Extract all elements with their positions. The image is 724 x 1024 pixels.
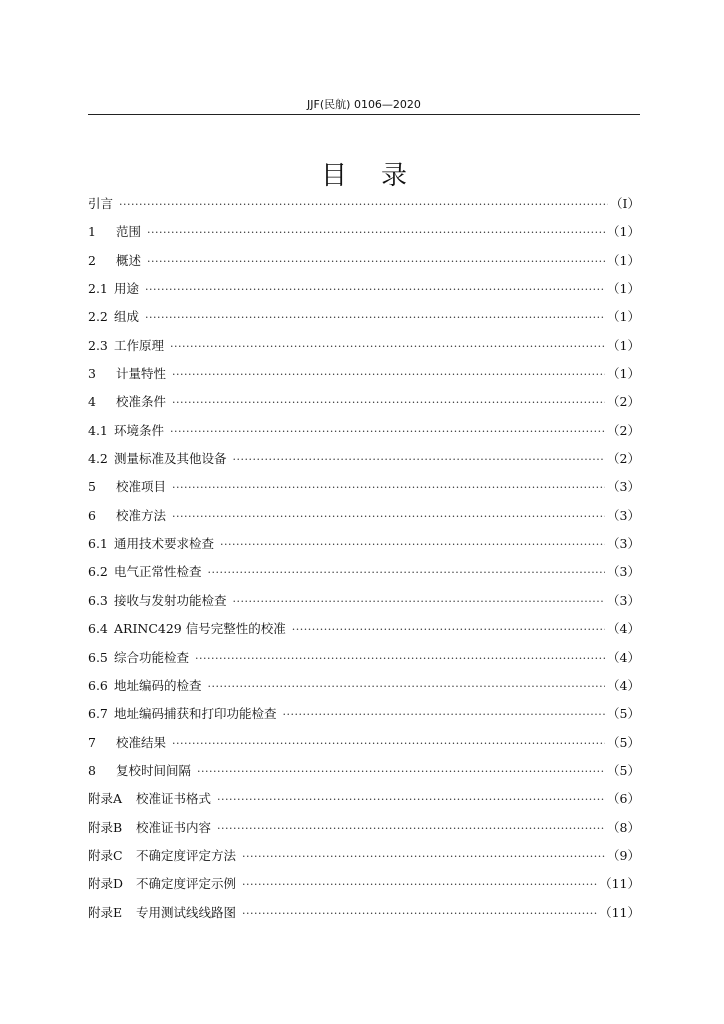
dot-leader xyxy=(217,793,605,806)
toc-entry[interactable] xyxy=(88,562,640,590)
dot-leader xyxy=(145,311,605,324)
toc-entry-number: 1 xyxy=(88,224,96,240)
toc-entry[interactable] xyxy=(88,619,640,647)
toc-entry-label: 测量标准及其他设备 xyxy=(114,451,227,467)
dot-leader xyxy=(197,765,605,778)
toc-entry-page: （5） xyxy=(607,706,640,722)
toc-entry-number: 2.2 xyxy=(88,309,108,325)
toc-entry-label: 复校时间间隔 xyxy=(116,762,192,778)
dot-leader xyxy=(170,425,605,438)
toc-entry-label: ARINC429 信号完整性的校准 xyxy=(114,621,286,637)
toc-entry-page: （1） xyxy=(607,224,640,240)
toc-entry-number: 附录A xyxy=(88,791,123,807)
dot-leader xyxy=(145,283,605,296)
toc-entry-label: 专用测试线线路图 xyxy=(136,904,237,920)
toc-entry-label: 工作原理 xyxy=(114,337,165,353)
toc-entry-page: （3） xyxy=(607,536,640,552)
dot-leader xyxy=(172,396,605,409)
toc-entry[interactable] xyxy=(88,846,640,874)
toc-entry-page: （2） xyxy=(607,422,640,438)
toc-entry-page: （6） xyxy=(607,791,640,807)
dot-leader xyxy=(220,538,605,551)
toc-entry[interactable] xyxy=(88,733,640,761)
toc-entry-page: （2） xyxy=(607,394,640,410)
dot-leader xyxy=(233,453,606,466)
toc-entry-label: 用途 xyxy=(114,281,140,297)
toc-entry-page: （11） xyxy=(599,904,640,920)
dot-leader xyxy=(242,907,597,920)
toc-entry-number: 2 xyxy=(88,252,96,268)
toc-entry[interactable] xyxy=(88,761,640,789)
toc-entry[interactable] xyxy=(88,506,640,534)
toc-entry-label: 不确定度评定示例 xyxy=(136,876,237,892)
toc-entry-page: （Ⅰ） xyxy=(610,196,640,211)
dot-leader xyxy=(233,595,606,608)
toc-entry-label: 通用技术要求检查 xyxy=(114,536,215,552)
dot-leader xyxy=(292,623,605,636)
toc-entry-label: 不确定度评定方法 xyxy=(136,847,237,863)
page-header: JJF(民航) 0106—2020 xyxy=(307,98,421,111)
toc-entry-page: （5） xyxy=(607,762,640,778)
toc-entry[interactable] xyxy=(88,392,640,420)
dot-leader xyxy=(242,850,605,863)
toc-entry-label: 校准方法 xyxy=(116,507,167,523)
dot-leader xyxy=(208,680,606,693)
toc-entry[interactable] xyxy=(88,364,640,392)
toc-entry-number: 6.2 xyxy=(88,564,108,580)
toc-entry-page: （1） xyxy=(607,281,640,297)
toc-entry[interactable] xyxy=(88,222,640,250)
toc-entry[interactable] xyxy=(88,648,640,676)
toc-entry-label: 校准证书内容 xyxy=(136,819,212,835)
toc-entry-page: （5） xyxy=(607,734,640,750)
toc-entry-number: 6.7 xyxy=(88,706,108,722)
toc-entry-page: （3） xyxy=(607,479,640,495)
toc-entry-number: 附录C xyxy=(88,847,123,863)
toc-entry-label: 校准条件 xyxy=(116,394,167,410)
dot-leader xyxy=(172,737,605,750)
toc-entry[interactable] xyxy=(88,279,640,307)
toc-entry-number: 2.3 xyxy=(88,337,108,353)
toc-entry-label: 校准证书格式 xyxy=(136,791,212,807)
toc-entry[interactable] xyxy=(88,534,640,562)
dot-leader xyxy=(147,226,605,239)
toc-entry-label: 计量特性 xyxy=(116,366,167,382)
toc-entry[interactable] xyxy=(88,903,640,931)
dot-leader xyxy=(172,481,605,494)
toc-entry-page: （1） xyxy=(607,252,640,268)
toc-entry[interactable] xyxy=(88,336,640,364)
dot-leader xyxy=(172,368,605,381)
toc-entry-page: （3） xyxy=(607,507,640,523)
dot-leader xyxy=(208,566,606,579)
toc-entry[interactable] xyxy=(88,874,640,902)
dot-leader xyxy=(195,652,605,665)
toc-entry-number: 4 xyxy=(88,394,96,410)
table-of-contents xyxy=(88,194,640,931)
toc-entry-label: 环境条件 xyxy=(114,422,165,438)
toc-entry-page: （9） xyxy=(607,847,640,863)
toc-entry-label: 地址编码捕获和打印功能检查 xyxy=(114,706,277,722)
toc-entry-label: 校准项目 xyxy=(116,479,167,495)
toc-entry-label: 概述 xyxy=(116,252,142,268)
toc-entry-page: （1） xyxy=(607,337,640,353)
toc-entry-number: 6 xyxy=(88,507,96,523)
toc-entry[interactable] xyxy=(88,704,640,732)
toc-entry-label: 引言 xyxy=(88,196,114,211)
toc-entry-label: 接收与发射功能检查 xyxy=(114,592,227,608)
toc-entry-page: （1） xyxy=(607,366,640,382)
toc-entry-page: （11） xyxy=(599,876,640,892)
dot-leader xyxy=(242,878,597,891)
toc-entry-page: （1） xyxy=(607,309,640,325)
toc-entry-number: 4.1 xyxy=(88,422,108,438)
header-rule xyxy=(88,114,640,115)
toc-entry[interactable] xyxy=(88,591,640,619)
toc-entry[interactable] xyxy=(88,449,640,477)
toc-entry-label: 地址编码的检查 xyxy=(114,677,202,693)
toc-entry-number: 3 xyxy=(88,366,96,382)
dot-leader xyxy=(217,822,605,835)
dot-leader xyxy=(170,340,605,353)
toc-entry[interactable] xyxy=(88,818,640,846)
toc-entry-label: 组成 xyxy=(114,309,140,325)
toc-entry-number: 6.3 xyxy=(88,592,108,608)
toc-entry-number: 8 xyxy=(88,762,96,778)
toc-entry[interactable] xyxy=(88,251,640,279)
toc-entry-label: 校准结果 xyxy=(116,734,167,750)
toc-entry-label: 综合功能检查 xyxy=(114,649,190,665)
toc-entry-number: 6.4 xyxy=(88,621,108,637)
toc-entry[interactable] xyxy=(88,194,640,222)
toc-entry-number: 6.5 xyxy=(88,649,108,665)
toc-title: 目录 xyxy=(320,161,441,191)
toc-entry-page: （4） xyxy=(607,677,640,693)
toc-entry-number: 5 xyxy=(88,479,96,495)
toc-entry[interactable] xyxy=(88,421,640,449)
toc-entry-number: 附录D xyxy=(88,876,124,892)
toc-entry-page: （4） xyxy=(607,621,640,637)
toc-entry-number: 4.2 xyxy=(88,451,108,467)
toc-entry-page: （2） xyxy=(607,451,640,467)
toc-entry-page: （3） xyxy=(607,592,640,608)
toc-entry-label: 范围 xyxy=(116,224,142,240)
toc-entry-number: 附录E xyxy=(88,904,123,920)
dot-leader xyxy=(119,198,608,211)
toc-entry-number: 2.1 xyxy=(88,281,108,297)
dot-leader xyxy=(172,510,605,523)
toc-entry[interactable] xyxy=(88,676,640,704)
toc-entry[interactable] xyxy=(88,477,640,505)
toc-entry[interactable] xyxy=(88,789,640,817)
dot-leader xyxy=(147,255,605,268)
toc-entry-number: 6.1 xyxy=(88,536,108,552)
toc-entry[interactable] xyxy=(88,307,640,335)
toc-entry-number: 附录B xyxy=(88,819,123,835)
toc-entry-page: （4） xyxy=(607,649,640,665)
toc-entry-label: 电气正常性检查 xyxy=(114,564,202,580)
toc-entry-number: 7 xyxy=(88,734,96,750)
toc-entry-number: 6.6 xyxy=(88,677,108,693)
dot-leader xyxy=(283,708,606,721)
toc-entry-page: （8） xyxy=(607,819,640,835)
toc-entry-page: （3） xyxy=(607,564,640,580)
